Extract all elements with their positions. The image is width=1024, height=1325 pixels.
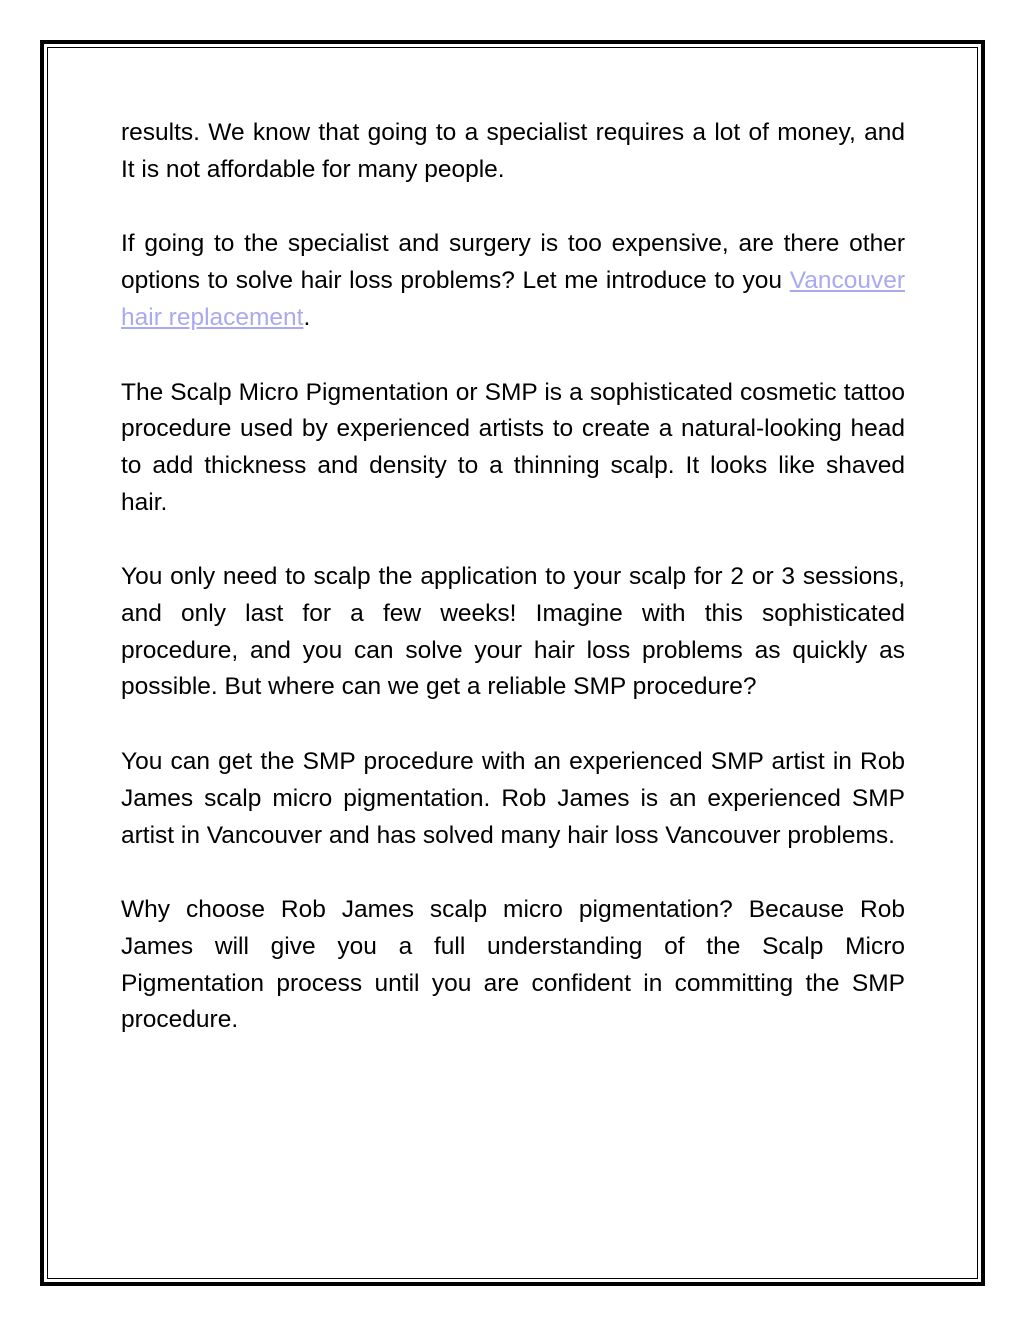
document-body <box>121 115 905 1077</box>
paragraph-options-text: If going to the specialist and surgery is too expensive, are there other options to solve hair loss problems? Let me introduce to you <box>121 230 905 295</box>
paragraph-results: results. We know that going to a specialist requires a lot of money, and It is not affordable for many people. <box>121 119 905 183</box>
paragraph-smp-intro: The Scalp Micro Pigmentation or SMP is a sophisticated cosmetic tattoo procedure used by experienced artists to create a natural-looking head to add thickness and density to a thinning scalp. It looks like shaved hair. <box>121 378 905 516</box>
paragraph-why-choose: Why choose Rob James scalp micro pigmentation? Because Rob James will give you a full understanding of the Scalp Micro Pigmentation process until you are confident in committing the SMP procedure. <box>121 896 905 1034</box>
paragraph-rob-james: You can get the SMP procedure with an experienced SMP artist in Rob James scalp micro pigmentation. Rob James is an experienced SMP artist in Vancouver and has solved many hair loss Vancouver problems. <box>121 748 905 849</box>
vancouver-hair-replacement-link[interactable]: Vancouver hair replacement <box>121 267 905 331</box>
paragraph-sessions: You only need to scalp the application to your scalp for 2 or 3 sessions, and only last for a few weeks! Imagine with this sophisticated procedure, and you can solve your hair loss problems as quickly as possible. But where can we get a reliable SMP procedure? <box>121 563 905 701</box>
paragraph-options-end: . <box>303 303 311 331</box>
paragraph-options <box>121 226 905 336</box>
